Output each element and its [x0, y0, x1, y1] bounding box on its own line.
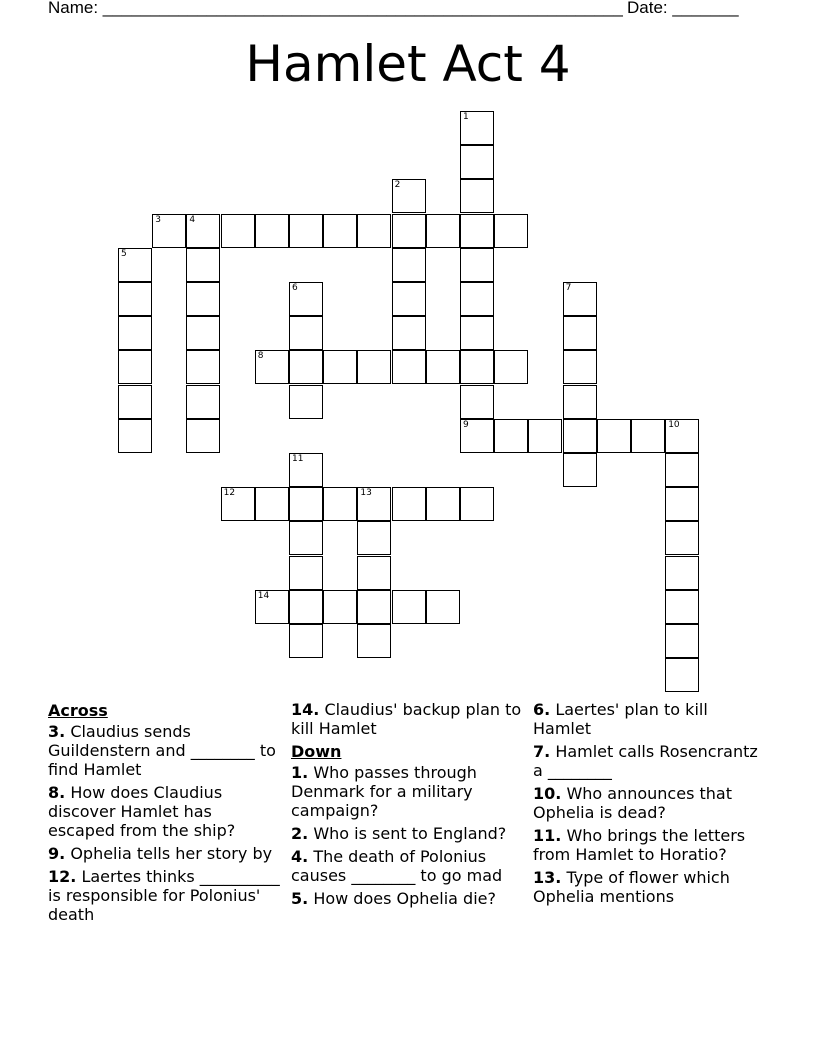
grid-cell[interactable] [665, 590, 699, 624]
clue-down-10: 10. Who announces that Ophelia is dead? [533, 784, 732, 822]
grid-cell[interactable] [186, 214, 220, 248]
grid-cell[interactable] [357, 590, 391, 624]
grid-cell[interactable] [289, 350, 323, 384]
clue-number: 10 [668, 419, 680, 430]
grid-cell[interactable] [186, 385, 220, 419]
clues-column-3 [533, 700, 768, 910]
grid-cell[interactable] [289, 556, 323, 590]
clue-number: 4 [189, 214, 196, 225]
grid-cell[interactable] [665, 453, 699, 487]
clue-number: 5 [121, 248, 127, 259]
grid-cell[interactable] [563, 419, 597, 453]
grid-cell[interactable] [289, 590, 323, 624]
grid-cell[interactable] [186, 282, 220, 316]
grid-cell[interactable] [563, 453, 597, 487]
grid-cell[interactable] [460, 179, 494, 213]
grid-cell[interactable] [186, 350, 220, 384]
grid-cell[interactable] [323, 590, 357, 624]
grid-cell[interactable] [289, 316, 323, 350]
grid-cell[interactable] [186, 316, 220, 350]
grid-cell[interactable] [563, 282, 597, 316]
grid-cell[interactable] [563, 350, 597, 384]
grid-cell[interactable] [665, 487, 699, 521]
grid-cell[interactable] [255, 214, 289, 248]
clue-number: 14 [257, 590, 270, 601]
clue-across-12: 12. Laertes thinks __________ is responsible for Polonius' death [48, 867, 280, 924]
grid-cell[interactable] [392, 214, 426, 248]
clue-number: 3 [155, 214, 161, 225]
grid-cell[interactable] [494, 214, 528, 248]
name-field: Name: _______________________________________________________ [48, 0, 623, 17]
grid-cell[interactable] [460, 214, 494, 248]
clue-down-7: 7. Hamlet calls Rosencrantz a ________ [533, 742, 758, 780]
clue-across-14: 14. Claudius' backup plan to kill Hamlet [291, 700, 522, 738]
grid-cell[interactable] [528, 419, 562, 453]
clue-number: 6 [292, 283, 298, 293]
grid-cell[interactable] [392, 316, 426, 350]
grid-cell[interactable] [357, 487, 391, 521]
clues-column-2 [291, 700, 526, 912]
grid-cell[interactable] [665, 521, 699, 555]
down-heading: Down [291, 742, 342, 761]
clue-number: 2 [394, 180, 401, 191]
grid-cell[interactable] [289, 453, 323, 487]
grid-cell[interactable] [392, 248, 426, 282]
grid-cell[interactable] [118, 248, 152, 282]
grid-cell[interactable] [289, 214, 323, 248]
grid-cell[interactable] [460, 145, 494, 179]
grid-cell[interactable] [392, 350, 426, 384]
grid-cell[interactable] [392, 179, 426, 213]
clue-down-5: 5. How does Ophelia die? [291, 889, 496, 908]
grid-cell[interactable] [597, 419, 631, 453]
across-heading: Across [48, 701, 108, 720]
grid-cell[interactable] [563, 316, 597, 350]
grid-cell[interactable] [357, 214, 391, 248]
clue-number: 12 [223, 488, 236, 499]
clue-down-2: 2. Who is sent to England? [291, 824, 507, 843]
grid-cell[interactable] [118, 282, 152, 316]
grid-cell[interactable] [426, 214, 460, 248]
grid-cell[interactable] [255, 590, 289, 624]
clue-number: 8 [257, 351, 264, 362]
grid-cell[interactable] [357, 350, 391, 384]
grid-cell[interactable] [494, 350, 528, 384]
grid-cell[interactable] [665, 624, 699, 658]
grid-cell[interactable] [460, 282, 494, 316]
grid-cell[interactable] [186, 419, 220, 453]
clue-across-9: 9. Ophelia tells her story by [48, 844, 273, 863]
grid-cell[interactable] [631, 419, 665, 453]
grid-cell[interactable] [323, 487, 357, 521]
grid-cell[interactable] [357, 556, 391, 590]
grid-cell[interactable] [665, 556, 699, 590]
grid-cell[interactable] [460, 385, 494, 419]
grid-cell[interactable] [460, 419, 494, 453]
grid-cell[interactable] [494, 419, 528, 453]
clue-across-3: 3. Claudius sends Guildenstern and ________ to find Hamlet [48, 722, 276, 779]
clue-number: 9 [463, 419, 469, 430]
grid-cell[interactable] [186, 248, 220, 282]
clue-number: 7 [565, 283, 572, 293]
grid-cell[interactable] [357, 624, 391, 658]
grid-cell[interactable] [221, 214, 255, 248]
grid-cell[interactable] [221, 487, 255, 521]
grid-cell[interactable] [118, 350, 152, 384]
grid-cell[interactable] [118, 419, 152, 453]
grid-cell[interactable] [426, 487, 460, 521]
grid-cell[interactable] [392, 282, 426, 316]
grid-cell[interactable] [323, 350, 357, 384]
grid-cell[interactable] [289, 624, 323, 658]
grid-cell[interactable] [255, 350, 289, 384]
grid-cell[interactable] [289, 385, 323, 419]
clues-column-1 [48, 700, 283, 928]
grid-cell[interactable] [118, 316, 152, 350]
grid-cell[interactable] [323, 214, 357, 248]
grid-cell[interactable] [665, 658, 699, 692]
grid-cell[interactable] [460, 487, 494, 521]
clue-number: 1 [463, 112, 469, 122]
grid-cell[interactable] [563, 385, 597, 419]
grid-cell[interactable] [289, 487, 323, 521]
date-field: Date: _______ [627, 0, 739, 17]
grid-cell[interactable] [357, 521, 391, 555]
clue-down-1: 1. Who passes through Denmark for a military campaign? [291, 763, 477, 820]
grid-cell[interactable] [118, 385, 152, 419]
grid-cell[interactable] [460, 350, 494, 384]
puzzle-title: Hamlet Act 4 [245, 35, 571, 93]
grid-cell[interactable] [460, 248, 494, 282]
grid-cell[interactable] [665, 419, 699, 453]
grid-cell[interactable] [152, 214, 186, 248]
grid-cell[interactable] [426, 590, 460, 624]
grid-cell[interactable] [426, 350, 460, 384]
grid-cell[interactable] [255, 487, 289, 521]
grid-cell[interactable] [289, 282, 323, 316]
clue-down-4: 4. The death of Polonius causes ________ to go mad [291, 847, 503, 885]
clue-down-6: 6. Laertes' plan to kill Hamlet [533, 700, 708, 738]
clue-number: 11 [292, 454, 304, 464]
grid-cell[interactable] [289, 521, 323, 555]
grid-cell[interactable] [392, 487, 426, 521]
clue-across-8: 8. How does Claudius discover Hamlet has escaped from the ship? [48, 783, 236, 840]
clue-number: 13 [360, 488, 372, 499]
grid-cell[interactable] [460, 316, 494, 350]
clue-down-11: 11. Who brings the letters from Hamlet to Horatio? [533, 826, 746, 864]
grid-cell[interactable] [460, 111, 494, 145]
grid-cell[interactable] [392, 590, 426, 624]
clue-down-13: 13. Type of flower which Ophelia mentions [533, 868, 730, 906]
